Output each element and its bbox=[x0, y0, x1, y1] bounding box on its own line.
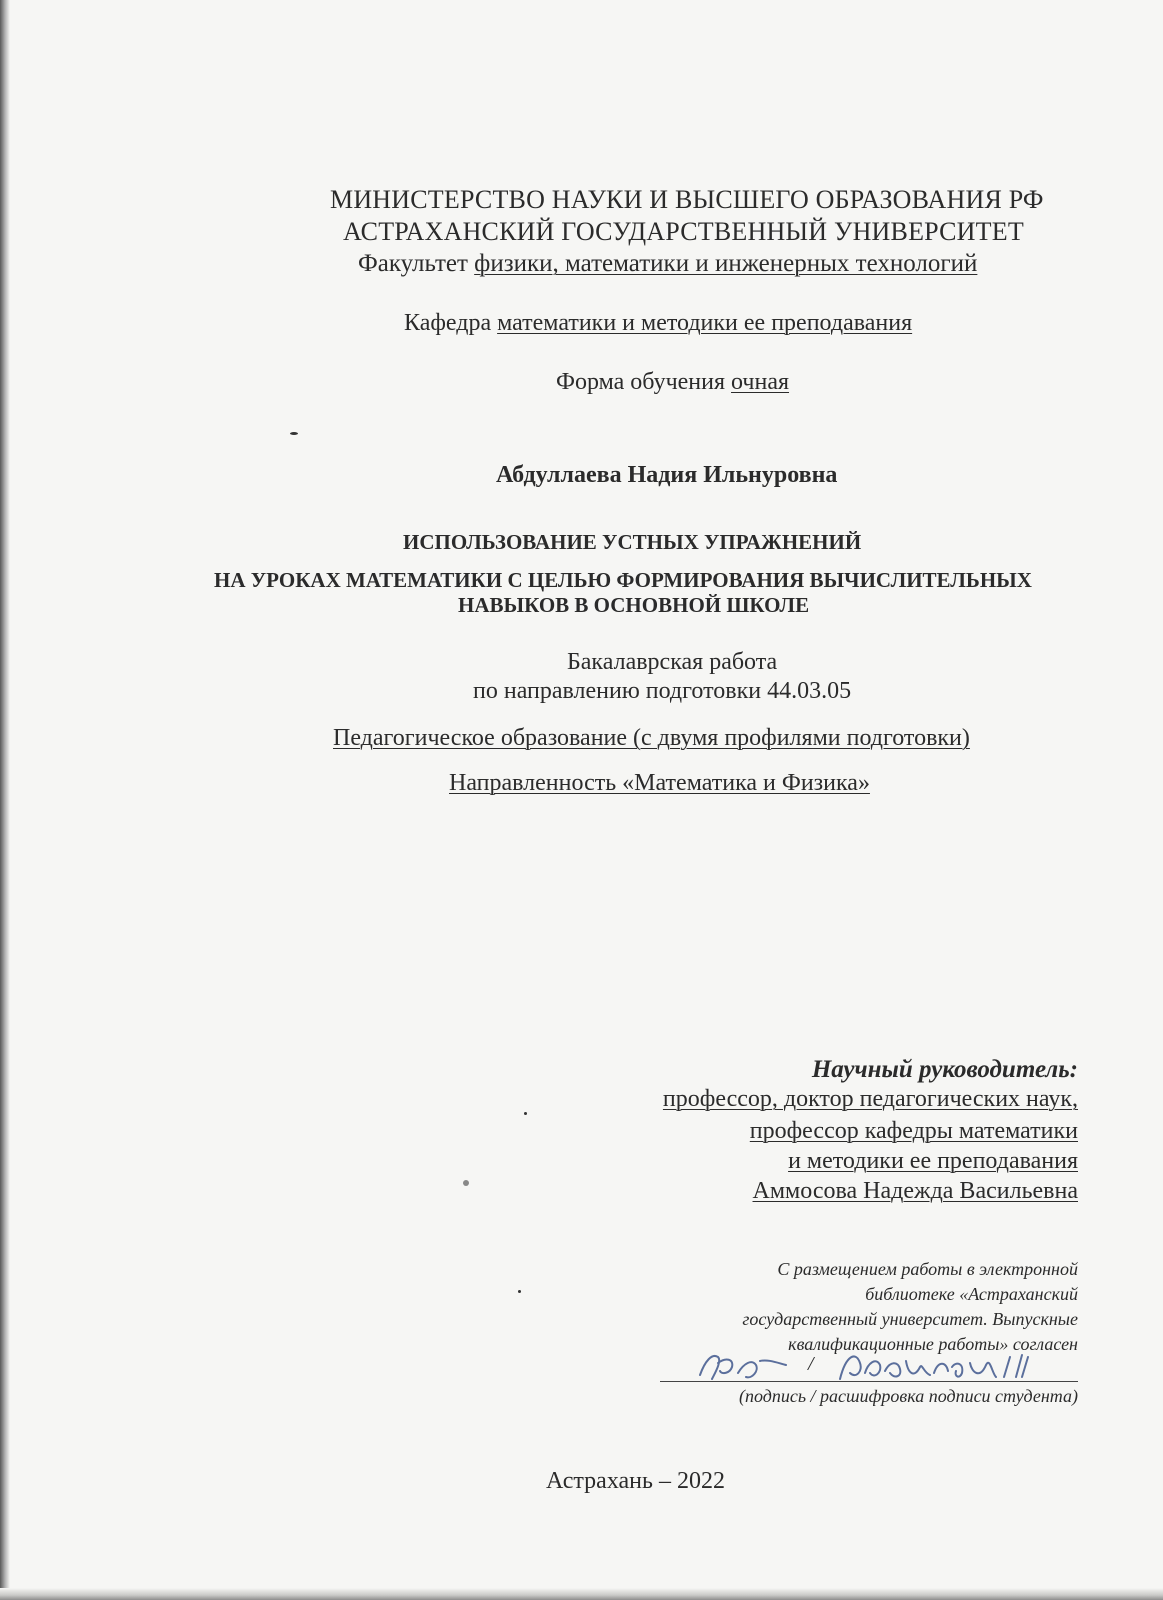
consent-line4: квалификационные работы» согласен bbox=[788, 1334, 1078, 1354]
scan-bottom-edge bbox=[0, 1588, 1163, 1600]
faculty-label: Факультет bbox=[358, 250, 468, 277]
thesis-title-line3: НАВЫКОВ В ОСНОВНОЙ ШКОЛЕ bbox=[458, 593, 810, 617]
supervisor-heading: Научный руководитель: bbox=[811, 1056, 1078, 1083]
work-program: Педагогическое образование (с двумя профилями подготовки) bbox=[333, 725, 970, 751]
supervisor-line3: и методики ее преподавания bbox=[788, 1148, 1078, 1174]
work-focus: Направленность «Математика и Физика» bbox=[449, 770, 870, 796]
ministry-line: МИНИСТЕРСТВО НАУКИ И ВЫСШЕГО ОБРАЗОВАНИЯ РФ bbox=[330, 185, 1044, 214]
thesis-title-line1: ИСПОЛЬЗОВАНИЕ УСТНЫХ УПРАЖНЕНИЙ bbox=[403, 530, 862, 554]
faculty-name: физики, математики и инженерных технологий bbox=[474, 250, 978, 277]
supervisor-line2: профессор кафедры математики bbox=[749, 1118, 1078, 1144]
consent-line1: С размещением работы в электронной bbox=[777, 1259, 1078, 1279]
work-direction: по направлению подготовки 44.03.05 bbox=[473, 678, 852, 704]
signature-caption: (подпись / расшифровка подписи студента) bbox=[739, 1386, 1078, 1406]
department-line bbox=[404, 309, 912, 337]
university-line: АСТРАХАНСКИЙ ГОСУДАРСТВЕННЫЙ УНИВЕРСИТЕТ bbox=[343, 217, 1024, 246]
author-name: Абдуллаева Надия Ильнуровна bbox=[496, 462, 838, 488]
study-form-label: Форма обучения bbox=[556, 369, 726, 395]
faculty-line bbox=[358, 250, 977, 278]
supervisor-line1: профессор, доктор педагогических наук, bbox=[662, 1086, 1078, 1112]
department-label: Кафедра bbox=[404, 310, 492, 336]
signature-separator: / bbox=[808, 1353, 814, 1375]
consent-line2: библиотеке «Астраханский bbox=[865, 1284, 1078, 1304]
city-year: Астрахань – 2022 bbox=[546, 1468, 725, 1494]
study-form-line bbox=[556, 368, 789, 396]
study-form-value: очная bbox=[731, 369, 790, 395]
scan-speck bbox=[290, 432, 298, 435]
consent-line3: государственный университет. Выпускные bbox=[742, 1309, 1078, 1329]
supervisor-name: Аммосова Надежда Васильевна bbox=[752, 1178, 1078, 1204]
thesis-title-line2: НА УРОКАХ МАТЕМАТИКИ С ЦЕЛЬЮ ФОРМИРОВАНИЯ ВЫЧИСЛИТЕЛЬНЫХ bbox=[214, 568, 1032, 592]
scan-left-edge bbox=[0, 0, 10, 1600]
scan-speck bbox=[518, 1290, 521, 1293]
scan-speck bbox=[463, 1180, 469, 1186]
scan-speck bbox=[524, 1112, 527, 1115]
work-type: Бакалаврская работа bbox=[567, 649, 778, 675]
department-name: математики и методики ее преподавания bbox=[497, 310, 913, 336]
